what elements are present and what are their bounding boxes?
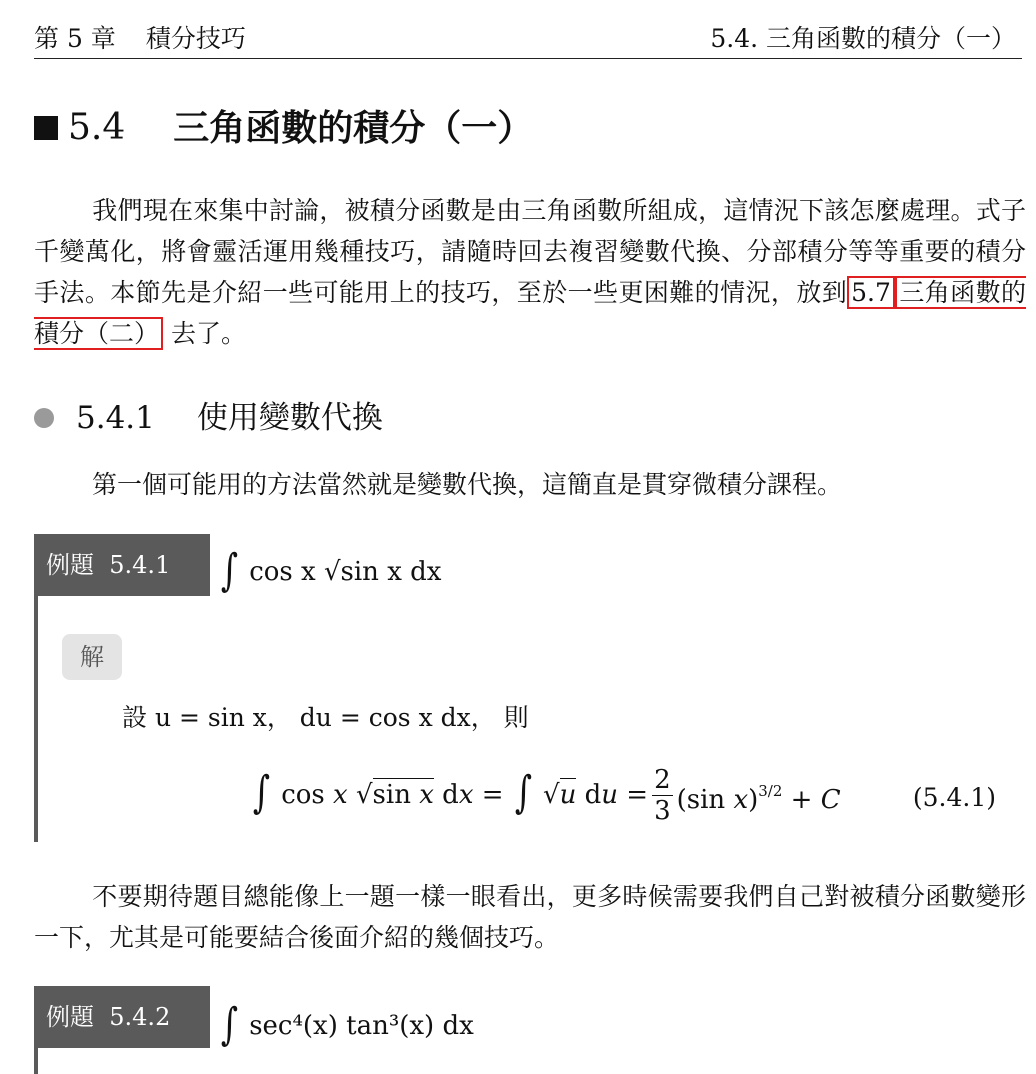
solution-text: 設 u = sin x， du = cos x dx， 則 [122, 703, 529, 732]
intro-text: 我們現在來集中討論，被積分函數是由三角函數所組成，這情況下該怎麼處理。式子千變萬化，將會靈活運用幾種技巧，請隨時回去複習變數代換、分部積分等等重要的積分手法。本節先是介紹一些可能用上的技巧，至於一些更困難的情況，放到 [34, 196, 1026, 307]
section-heading [34, 104, 533, 152]
running-header [34, 22, 1022, 59]
example-1-integrand: cos x √sin x dx [249, 557, 442, 587]
solution-equation: ∫ cos x √sin x dx = ∫ √u du = $\frac{2}{3}$ (sin x)$^{3/2}$ + C [250, 760, 841, 830]
middle-paragraph [34, 876, 1026, 958]
intro-paragraph [34, 190, 1026, 354]
bullet-icon [34, 408, 54, 428]
example-1-bar [34, 596, 38, 842]
example-2-bar [34, 1048, 38, 1074]
cross-ref-number-link[interactable]: 5.7 [847, 276, 895, 309]
integral-icon: ∫ [220, 999, 239, 1050]
header-chapter-number: 第 5 章 [34, 24, 116, 53]
integral-icon: ∫ [220, 545, 239, 596]
subsection-title: 使用變數代換 [196, 400, 383, 436]
example-1-label: 例題 [46, 551, 94, 579]
header-chapter [34, 22, 246, 56]
fraction: $\frac{2}{3}$ [654, 764, 671, 826]
header-section: 5.4. 三角函數的積分（一） [710, 24, 1016, 53]
section-marker-icon [34, 116, 58, 140]
solution-badge: 解 [62, 634, 122, 680]
example-1-problem [218, 545, 442, 596]
subsection-number: 5.4.1 [76, 400, 155, 436]
example-2-tag [34, 986, 210, 1048]
example-2-integrand: sec⁴(x) tan³(x) dx [249, 1011, 474, 1041]
section-number: 5.4 [68, 107, 126, 148]
example-1-tag [34, 534, 210, 596]
middle-text: 不要期待題目總能像上一題一樣一眼看出，更多時候需要我們自己對被積分函數變形一下，尤其是可能要結合後面介紹的幾個技巧。 [34, 882, 1026, 952]
cross-ref-title-link[interactable]: 三角函數的積分（二） [34, 278, 1026, 348]
integral-icon: ∫ [252, 767, 271, 818]
equation-number: (5.4.1) [912, 783, 996, 812]
intro-tail: 去了。 [170, 319, 246, 348]
integral-icon: ∫ [514, 767, 532, 818]
example-2-number: 5.4.2 [109, 1003, 171, 1031]
example-2-label: 例題 [46, 1003, 94, 1031]
header-chapter-title: 積分技巧 [145, 24, 246, 53]
example-2-problem [218, 999, 474, 1050]
example-1-number: 5.4.1 [109, 551, 171, 579]
subsection-heading [34, 396, 383, 440]
subsection-text: 第一個可能用的方法當然就是變數代換，這簡直是貫穿微積分課程。 [92, 470, 843, 499]
subsection-paragraph [34, 464, 1026, 505]
section-title: 三角函數的積分（一） [173, 107, 534, 149]
